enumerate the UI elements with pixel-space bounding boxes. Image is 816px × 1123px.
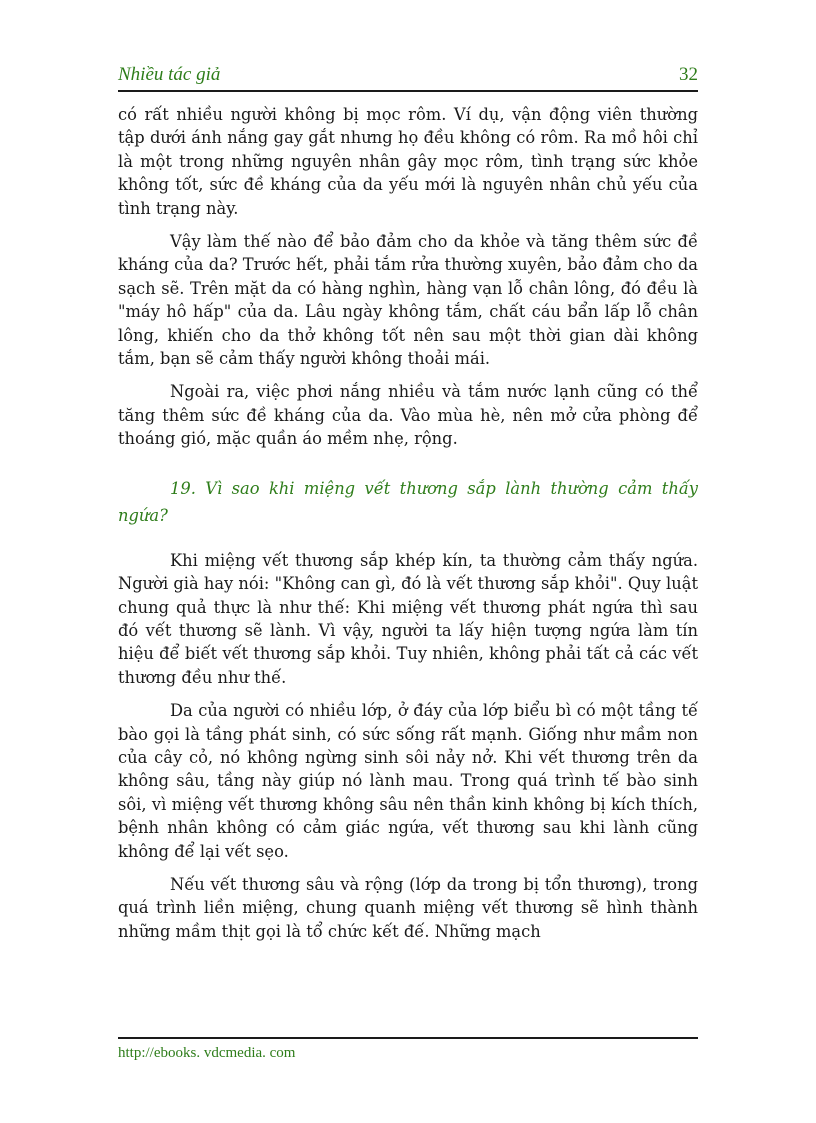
paragraph: Khi miệng vết thương sắp khép kín, ta thường cảm thấy ngứa. Người già hay nói: "Không can gì, đó là vết thương sắp khỏi". Quy luật chung quả thực là như thế: Khi miệng vết thương phát ngứa thì sau đó vết thương sẽ lành. Vì vậy, người ta lấy hiện tượng ngứa làm tín hiệu để biết vết thương sắp khỏi. Tuy nhiên, không phải tất cả các vết thương đều như thế. [118, 550, 698, 687]
header-divider [118, 90, 698, 92]
page-body [118, 103, 698, 953]
footer-divider [118, 1037, 698, 1039]
paragraph-continuation: có rất nhiều người không bị mọc rôm. Ví dụ, vận động viên thường tập dưới ánh nắng gay gắt nhưng họ đều không có rôm. Ra mồ hôi chỉ là một trong những nguyên nhân gây mọc rôm, tình trạng sức khỏe không tốt, sức đề kháng của da yếu mới là nguyên nhân chủ yếu của tình trạng này. [118, 105, 698, 218]
page-header [118, 62, 698, 90]
book-author-title: Nhiều tác giả [118, 64, 221, 85]
footer-url-link[interactable]: http://ebooks. vdcmedia. com [118, 1045, 296, 1061]
paragraph: Da của người có nhiều lớp, ở đáy của lớp biểu bì có một tầng tế bào gọi là tầng phát sinh, có sức sống rất mạnh. Giống như mầm non của cây cỏ, nó không ngừng sinh sôi nảy nở. Khi vết thương trên da không sâu, tầng này giúp nó lành mau. Trong quá trình tế bào sinh sôi, vì miệng vết thương không sâu nên thần kinh không bị kích thích, bệnh nhân không có cảm giác ngứa, vết thương sau khi lành cũng không để lại vết sẹo. [118, 701, 698, 861]
page-number: 32 [679, 64, 698, 85]
section-heading: 19. Vì sao khi miệng vết thương sắp lành thường cảm thấy ngứa? [118, 478, 698, 525]
paragraph: Nếu vết thương sâu và rộng (lớp da trong bị tổn thương), trong quá trình liền miệng, chung quanh miệng vết thương sẽ hình thành những mầm thịt gọi là tổ chức kết đế. Những mạch [118, 874, 698, 941]
paragraph: Vậy làm thế nào để bảo đảm cho da khỏe và tăng thêm sức đề kháng của da? Trước hết, phải tắm rửa thường xuyên, bảo đảm cho da sạch sẽ. Trên mặt da có hàng nghìn, hàng vạn lỗ chân lông, đó đều là "máy hô hấp" của da. Lâu ngày không tắm, chất cáu bẩn lấp lỗ chân lông, khiến cho da thở không tốt nên sau một thời gian dài không tắm, bạn sẽ cảm thấy người không thoải mái. [118, 232, 698, 369]
paragraph: Ngoài ra, việc phơi nắng nhiều và tắm nước lạnh cũng có thể tăng thêm sức đề kháng của da. Vào mùa hè, nên mở cửa phòng để thoáng gió, mặc quần áo mềm nhẹ, rộng. [118, 382, 698, 449]
